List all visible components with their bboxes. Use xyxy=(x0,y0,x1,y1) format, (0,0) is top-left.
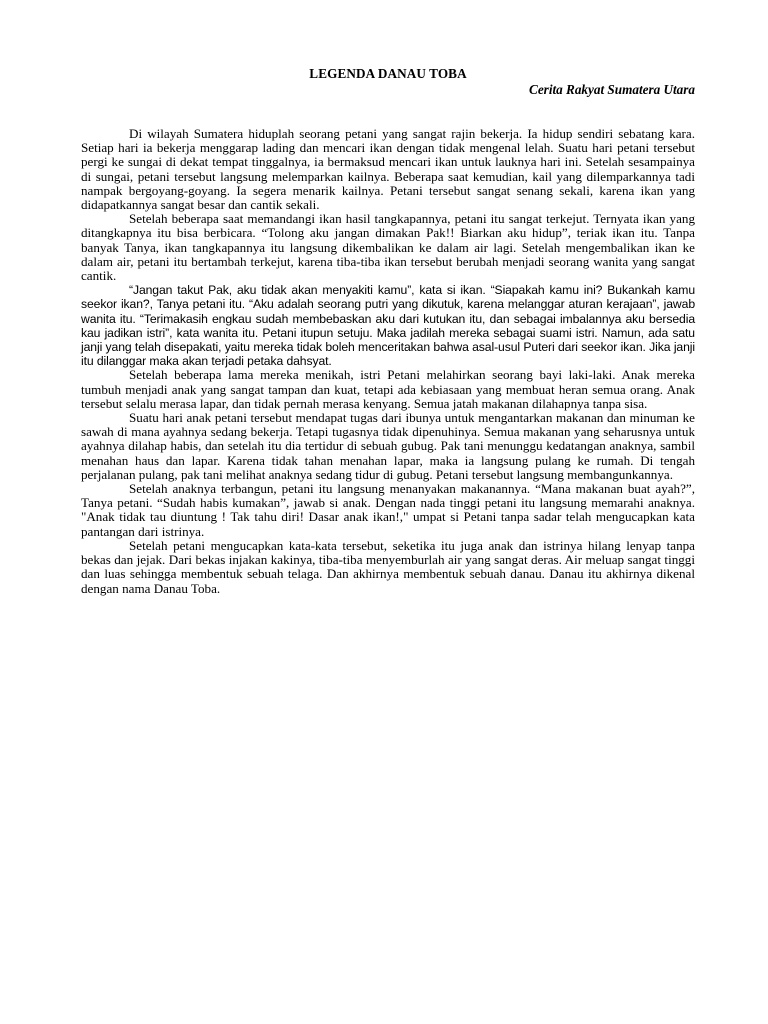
paragraph-3: “Jangan takut Pak, aku tidak akan menyakiti kamu”, kata si ikan. “Siapakah kamu ini? Bukankah kamu seekor ikan?, Tanya petani itu. “Aku adalah seorang putri yang dikutuk, karena melanggar aturan kerajaan”, jawab wanita itu. “Terimakasih engkau sudah membebaskan aku dari kutukan itu, dan sebagai imbalannya aku bersedia kau jadikan istri”, kata wanita itu. Petani itupun setuju. Maka jadilah mereka sebagai suami istri. Namun, ada satu janji yang telah disepakati, yaitu mereka tidak boleh menceritakan bahwa asal-usul Puteri dari seekor ikan. Jika janji itu dilanggar maka akan terjadi petaka dahsyat. xyxy=(81,283,695,369)
paragraph-7: Setelah petani mengucapkan kata-kata tersebut, seketika itu juga anak dan istrinya hilang lenyap tanpa bekas dan jejak. Dari bekas injakan kakinya, tiba-tiba menyemburlah air yang sangat deras. Air meluap sangat tinggi dan luas sehingga membentuk sebuah telaga. Dan akhirnya membentuk sebuah danau. Danau itu akhirnya dikenal dengan nama Danau Toba. xyxy=(81,537,695,596)
paragraph-2: Setelah beberapa saat memandangi ikan hasil tangkapannya, petani itu sangat terkejut. Ternyata ikan yang ditangkapnya itu bisa berbicara. “Tolong aku jangan dimakan Pak!! Biarkan aku hidup”, teriak ikan itu. Tanpa banyak Tanya, ikan tangkapannya itu langsung dikembalikan ke dalam air lagi. Setelah mengembalikan ikan ke dalam air, petani itu bertambah terkejut, karena tiba-tiba ikan tersebut berubah menjadi seorang wanita yang sangat cantik. xyxy=(81,211,695,284)
document-page xyxy=(81,66,695,596)
paragraph-4: Setelah beberapa lama mereka menikah, istri Petani melahirkan seorang bayi laki-laki. Anak mereka tumbuh menjadi anak yang sangat tampan dan kuat, tetapi ada kebiasaan yang membuat heran semua orang. Anak tersebut selalu merasa lapar, dan tidak pernah merasa kenyang. Semua jatah makanan dilahapnya tanpa sisa. xyxy=(81,367,695,411)
paragraph-6: Setelah anaknya terbangun, petani itu langsung menanyakan makanannya. “Mana makanan buat ayah?”, Tanya petani. “Sudah habis kumakan”, jawab si anak. Dengan nada tinggi petani itu langsung memarahi anaknya. "Anak tidak tau diuntung ! Tak tahu diri! Dasar anak ikan!," umpat si Petani tanpa sadar telah mengucapkan kata pantangan dari istrinya. xyxy=(81,481,695,539)
document-title: LEGENDA DANAU TOBA xyxy=(309,66,467,81)
paragraph-5: Suatu hari anak petani tersebut mendapat tugas dari ibunya untuk mengantarkan makanan dan minuman ke sawah di mana ayahnya sedang bekerja. Tetapi tugasnya tidak dipenuhinya. Semua makanan yang seharusnya untuk ayahnya dilahap habis, dan setelah itu dia tertidur di sebuah gubug. Pak tani menunggu kedatangan anaknya, sambil menahan haus dan lapar. Karena tidak tahan menahan lapar, maka ia langsung pulang ke rumah. Di tengah perjalanan pulang, pak tani melihat anaknya sedang tidur di gubug. Petani tersebut langsung membangunkannya. xyxy=(81,410,695,482)
paragraph-1: Di wilayah Sumatera hiduplah seorang petani yang sangat rajin bekerja. Ia hidup sendiri sebatang kara. Setiap hari ia bekerja menggarap lading dan mencari ikan dengan tidak mengenal lelah. Suatu hari petani tersebut pergi ke sungai di dekat tempat tinggalnya, ia bermaksud mencari ikan untuk lauknya hari ini. Setelah sesampainya di sungai, petani tersebut langsung melemparkan kailnya. Beberapa saat kemudian, kail yang dilemparkannya tadi nampak bergoyang-goyang. Ia segera menarik kailnya. Petani tersebut sangat senang sekali, karena ikan yang didapatkannya sangat besar dan cantik sekali. xyxy=(81,126,695,213)
document-subtitle: Cerita Rakyat Sumatera Utara xyxy=(529,82,695,97)
